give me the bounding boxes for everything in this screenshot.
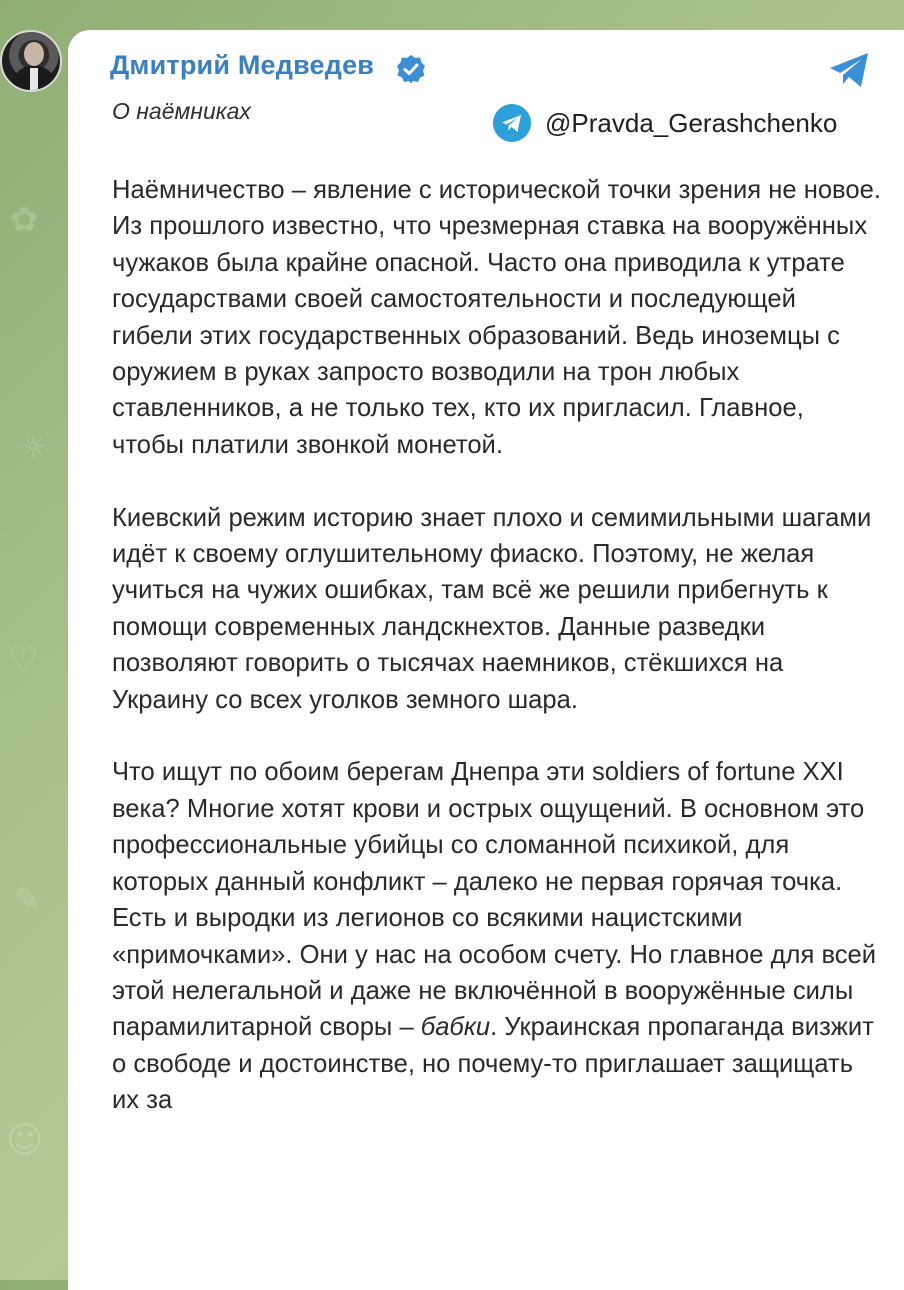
- background-doodle: ✎: [14, 880, 41, 918]
- post-paragraph: Наёмничество – явление с исторической точки зрения не новое. Из прошлого известно, что чрезмерная ставка на вооружённых чужаков была крайне опасной. Часто она приводила к утрате государствами своей самостоятельности и последующей гибели этих государственных образований. Ведь иноземцы с оружием в руках запросто возводили на трон любых ставленников, а не только тех, кто их пригласил. Главное, чтобы платили звонкой монетой.: [112, 176, 881, 459]
- post-paragraph: [112, 754, 882, 1118]
- message-card: [68, 30, 904, 1290]
- channel-watermark: [493, 104, 837, 142]
- author-name[interactable]: Дмитрий Медведев: [110, 50, 375, 80]
- telegram-logo-icon: [493, 104, 531, 142]
- paragraph-italic-text: бабки: [420, 1013, 491, 1042]
- paragraph-text: Что ищут по обоим берегам Днепра эти soldiers of fortune XXI века? Многие хотят крови и острых ощущений. В основном это профессиональные убийцы со сломанной психикой, для которых данный конфликт – далеко не первая горячая точка. Есть и выродки из легионов со всякими нацистскими «примочками». Они у нас на особом счету. Но главное для всей этой нелегальной и даже не включённой в вооружённые силы парамилитарной своры –: [112, 758, 877, 1042]
- background-doodle: ☼: [20, 430, 47, 465]
- background-doodle: ☺: [6, 1120, 44, 1161]
- post-paragraph: Киевский режим историю знает плохо и семимильными шагами идёт к своему оглушительному фиаско. Поэтому, не желая учиться на чужих ошибках, там всё же решили прибегнуть к помощи современных ландскнехтов. Данные разведки позволяют говорить о тысячах наемников, стёкшихся на Украину со всех уголков земного шара.: [112, 503, 872, 714]
- paragraph-text: . Украинская пропаганда визжит о свободе и достоинстве, но почему-то приглашает защищать их за: [112, 1013, 874, 1115]
- telegram-plane-icon[interactable]: [828, 50, 872, 90]
- background-doodle: ♡: [8, 640, 39, 680]
- post-body: [112, 172, 882, 1155]
- verified-badge-icon: [396, 54, 426, 84]
- background-doodle: ✿: [10, 200, 39, 240]
- watermark-handle: @Pravda_Gerashchenko: [545, 107, 838, 138]
- author-avatar[interactable]: [0, 30, 62, 92]
- post-subtitle: О наёмниках: [112, 98, 251, 124]
